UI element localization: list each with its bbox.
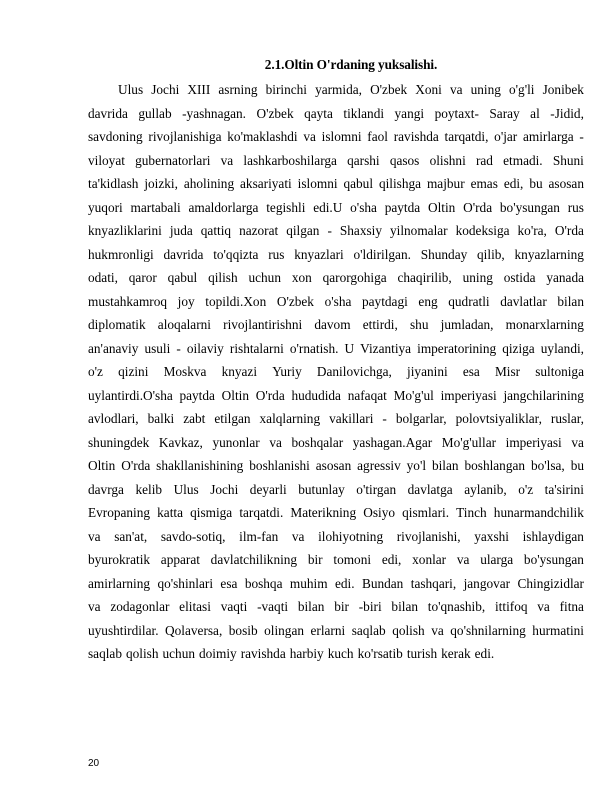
text-line: viloyat gubernatorlari va lashkarboshilarga qarshi qasos olishni rad etmadi. Shuni: [88, 152, 584, 168]
text-line: avlodlari, balki zabt etilgan xalqlarning vakillari - bolgarlar, polovtsiyaliklar, ruslar,: [88, 411, 584, 426]
text-line: va zodagonlar elitasi vaqti -vaqti bilan bir -biri bilan to'qnashib, ittifoq va fitna: [88, 599, 584, 614]
text-line: an'anaviy usuli - oilaviy rishtalarni o'rnatish. U Vizantiya imperatorining qiziga uylandi,: [88, 340, 584, 356]
text-line: va san'at, savdo-sotiq, ilm-fan va ilohiyotning rivojlanishi, yaxshi ishlaydigan: [88, 528, 584, 544]
body-paragraph: [88, 78, 584, 666]
text-line: mustahkamroq joy topildi.Xon O'zbek o'sha paytdagi eng qudratli davlatlar bilan: [88, 293, 584, 309]
text-line: savdoning rivojlanishiga ko'maklashdi va islomni faol ravishda tarqatdi, o'jar amirlarga -: [88, 129, 584, 144]
text-line: amirlarning qo'shinlari esa boshqa muhim edi. Bundan tashqari, jangovar Chingizidlar: [88, 575, 584, 591]
text-line: Evropaning katta qismiga tarqatdi. Materikning Osiyo qismlari. Tinch hunarmandchilik: [88, 505, 584, 520]
text-line: uylantirdi.O'sha paytda Oltin O'rda hududida nafaqat Mo'g'ul imperiyasi jangchilarining: [88, 387, 584, 403]
text-line: Ulus Jochi XIII asrning birinchi yarmida, O'zbek Xoni va uning o'g'li Jonibek: [118, 82, 584, 97]
text-line: o'z qizini Moskva knyazi Yuriy Danilovichga, jiyanini esa Misr sultoniga: [88, 364, 584, 379]
text-line: knyazliklarini juda qattiq nazorat qilgan - Shaxsiy yilnomalar kodeksiga ko'ra, O'rda: [88, 223, 584, 238]
text-line: byurokratik apparat davlatchilikning bir tomoni edi, xonlar va ularga bo'ysungan: [88, 552, 584, 567]
text-line: Oltin O'rda shakllanishining boshlanishi asosan agressiv yo'l bilan boshlangan bo'lsa, bu: [88, 458, 584, 473]
text-line: odati, qaror qabul qilish uchun xon qarorgohiga chaqirilib, uning ostida yanada: [88, 270, 584, 285]
text-line: uyushtirdilar. Qolaversa, bosib olingan erlarni saqlab qolish va qo'shnilarning hurmatini: [88, 622, 584, 638]
text-line: saqlab qolish uchun doimiy ravishda harbiy kuch ko'rsatib turish kerak edi.: [88, 646, 495, 661]
text-line: davrida gullab -yashnagan. O'zbek qayta tiklandi yangi poytaxt- Saray al -Jidid,: [88, 105, 584, 121]
text-line: ta'kidlash joizki, aholining aksariyati islomni qabul qilishga majbur emas edi, bu asosan: [88, 176, 584, 191]
text-line: yuqori martabali amaldorlarga tegishli edi.U o'sha paytda Oltin O'rda bo'ysungan rus: [88, 199, 584, 215]
text-line: shuningdek Kavkaz, yunonlar va boshqalar yashagan.Agar Mo'g'ullar imperiyasi va: [88, 434, 584, 450]
page-number: 20: [88, 758, 100, 769]
text-line: diplomatik aloqalarni rivojlantirishni davom ettirdi, shu jumladan, monarxlarning: [88, 317, 584, 332]
text-line: hukmronligi davrida to'qqizta rus knyazlari o'ldirilgan. Shunday qilib, knyazlarning: [88, 246, 584, 262]
text-line: davrga kelib Ulus Jochi deyarli butunlay o'tirgan davlatga aylanib, o'z ta'sirini: [88, 481, 584, 497]
section-heading: 2.1.Oltin O'rdaning yuksalishi.: [264, 57, 438, 72]
